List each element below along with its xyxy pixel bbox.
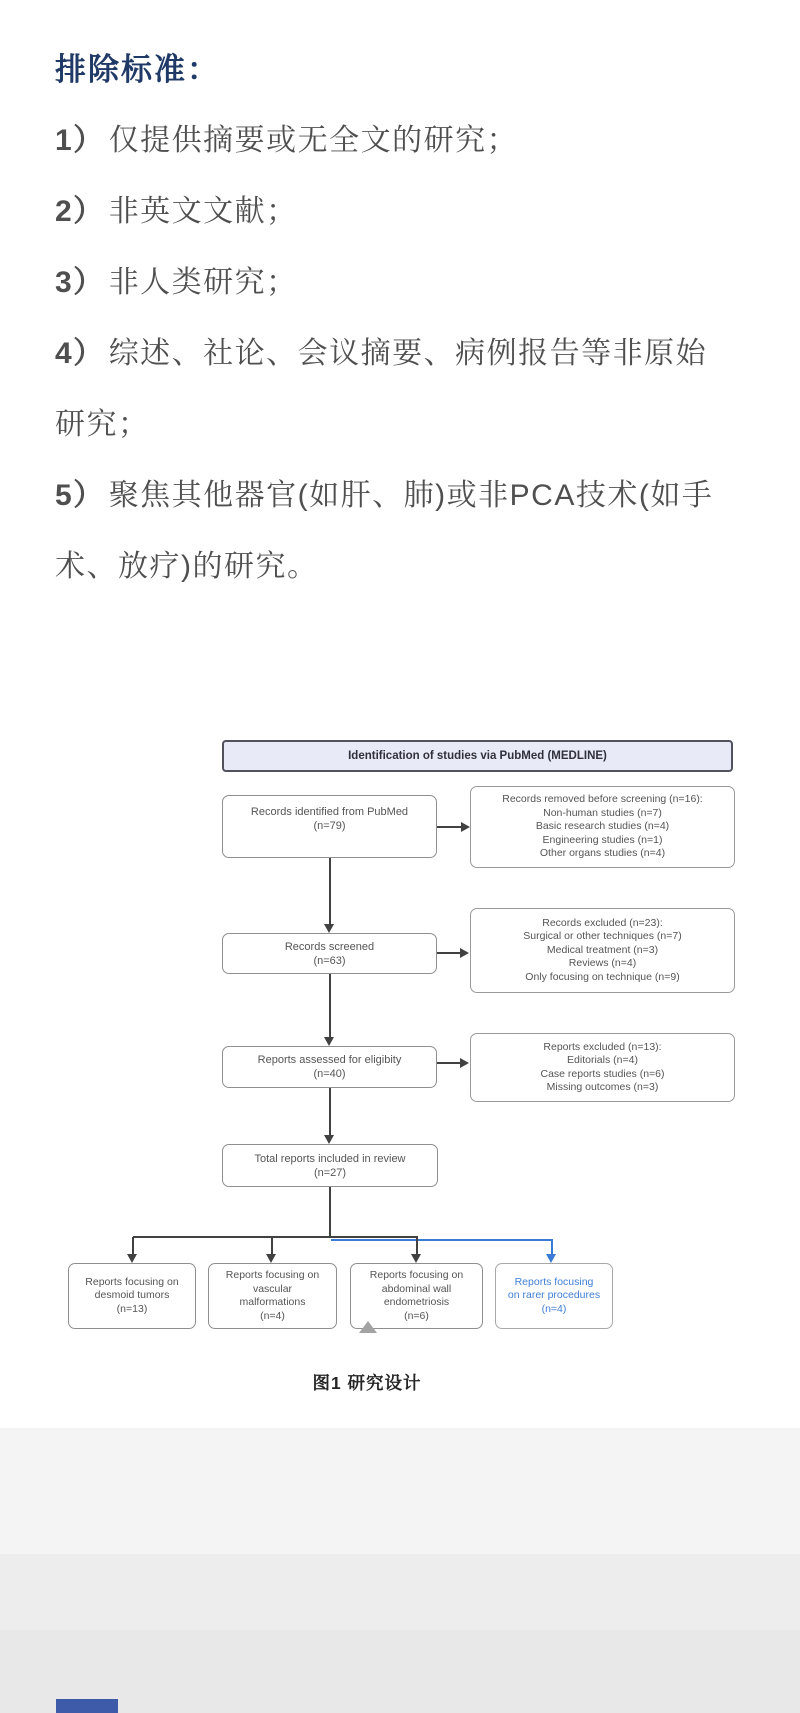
- exclusion-criteria-section: [55, 34, 755, 602]
- arrow-down-icon: [266, 1254, 276, 1263]
- arrow-down-icon: [324, 1135, 334, 1144]
- arrow-line: [437, 952, 462, 954]
- box-abdominal-wall-endometriosis: Reports focusing on abdominal wall endometriosis (n=6): [350, 1263, 483, 1329]
- box-total-included: Total reports included in review (n=27): [222, 1144, 438, 1187]
- box-rarer-procedures: Reports focusing on rarer procedures (n=4): [495, 1263, 613, 1329]
- box-records-excluded: Records excluded (n=23): Surgical or other techniques (n=7) Medical treatment (n=3) Reviews (n=4) Only focusing on technique (n=9): [470, 908, 735, 993]
- footer-band: [0, 1630, 800, 1713]
- arrow-right-icon: [460, 1058, 469, 1068]
- box-records-identified: Records identified from PubMed (n=79): [222, 795, 437, 858]
- arrow-line: [329, 974, 331, 1038]
- branch-horizontal-line: [133, 1236, 418, 1238]
- box-records-removed: Records removed before screening (n=16): Non-human studies (n=7) Basic research studies (n=4) Engineering studies (n=1) Other organs studies (n=4): [470, 786, 735, 868]
- arrow-line: [437, 1062, 462, 1064]
- box-vascular-malformations: Reports focusing on vascular malformations (n=4): [208, 1263, 337, 1329]
- criteria-item-4-wrap: 研究；: [55, 408, 150, 441]
- branch-drop-line-blue: [551, 1240, 553, 1255]
- footer-band: [0, 1428, 800, 1554]
- criteria-item-5-wrap: 术、放疗)的研究。: [55, 550, 319, 583]
- arrow-line: [329, 1088, 331, 1136]
- box-desmoid-tumors: Reports focusing on desmoid tumors (n=13): [68, 1263, 196, 1329]
- branch-drop-line: [271, 1237, 273, 1255]
- arrow-down-blue-icon: [546, 1254, 556, 1263]
- arrow-down-icon: [411, 1254, 421, 1263]
- branch-drop-line: [132, 1237, 134, 1255]
- criteria-item-4: 4） 综述、社论、会议摘要、病例报告等非原始: [55, 337, 708, 370]
- box-reports-excluded: Reports excluded (n=13): Editorials (n=4) Case reports studies (n=6) Missing outcomes (n=3): [470, 1033, 735, 1102]
- criteria-item-2: 2） 非英文文献；: [55, 195, 298, 228]
- arrow-right-icon: [460, 948, 469, 958]
- arrow-line: [437, 826, 463, 828]
- collapse-triangle-icon[interactable]: [359, 1321, 377, 1333]
- criteria-item-5: 5） 聚焦其他器官(如肝、肺)或非PCA技术(如手: [55, 479, 714, 512]
- criteria-item-3: 3） 非人类研究；: [55, 266, 298, 299]
- arrow-right-icon: [461, 822, 470, 832]
- section-heading: 排除标准：: [55, 52, 220, 87]
- arrow-line: [329, 858, 331, 925]
- flowchart-header-box: Identification of studies via PubMed (MEDLINE): [222, 740, 733, 772]
- partial-blue-element[interactable]: [56, 1699, 118, 1713]
- box-reports-assessed: Reports assessed for eligibity (n=40): [222, 1046, 437, 1088]
- arrow-down-icon: [324, 924, 334, 933]
- box-records-screened: Records screened (n=63): [222, 933, 437, 974]
- criteria-item-1: 1） 仅提供摘要或无全文的研究；: [55, 124, 519, 157]
- branch-horizontal-line-blue: [331, 1239, 553, 1241]
- branch-stem-line: [329, 1187, 331, 1238]
- arrow-down-icon: [324, 1037, 334, 1046]
- footer-band: [0, 1554, 800, 1630]
- figure-caption: 图1 研究设计: [312, 1373, 422, 1393]
- branch-drop-line: [416, 1237, 418, 1255]
- arrow-down-icon: [127, 1254, 137, 1263]
